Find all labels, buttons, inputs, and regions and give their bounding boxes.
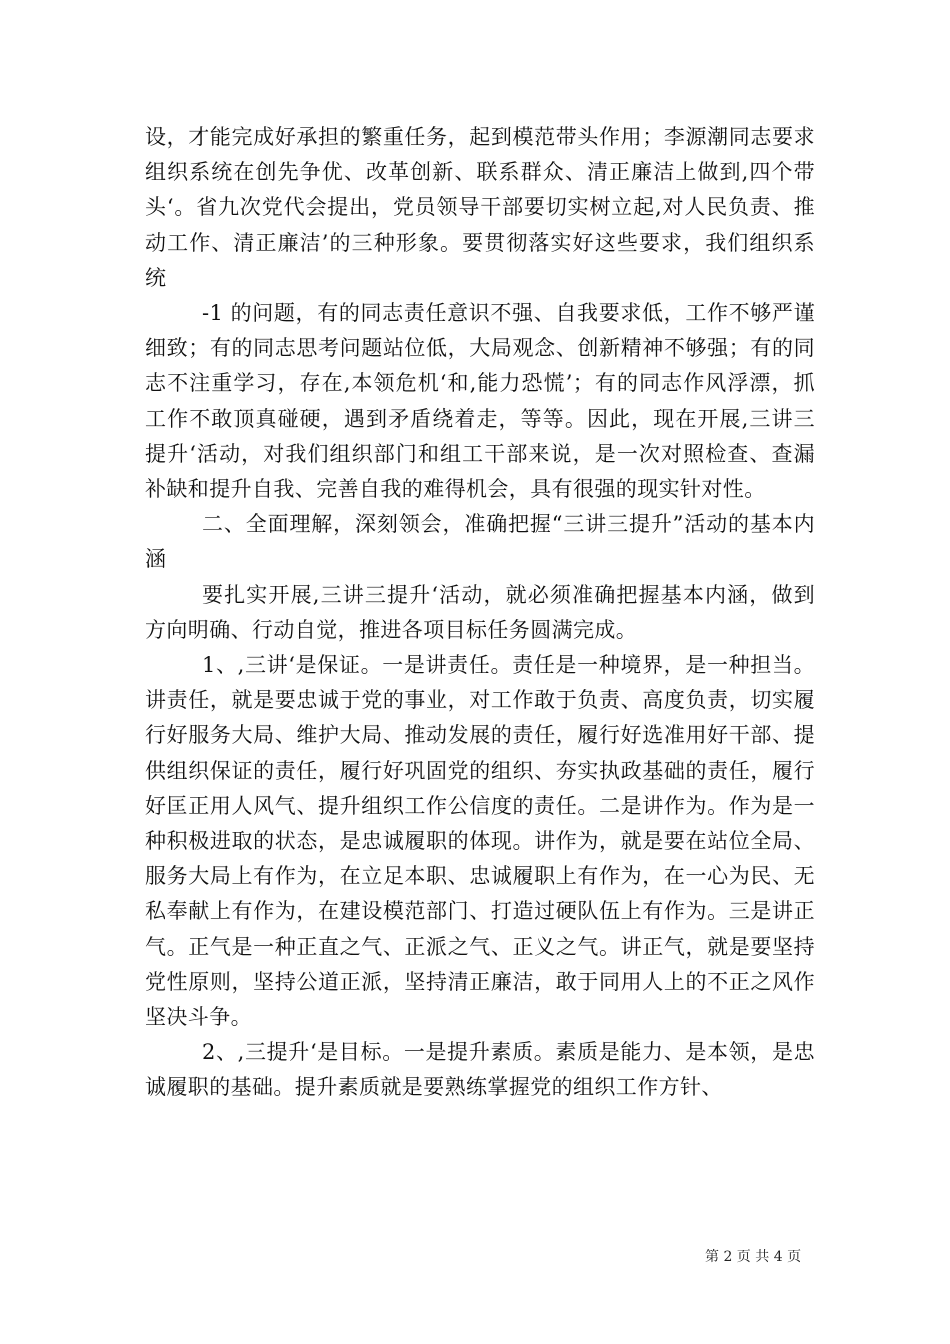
- paragraph-three-improvements: 2、,三提升‘是目标。一是提升素质。素质是能力、是本领，是忠诚履职的基础。提升素质就是要熟练掌握党的组织工作方针、: [145, 1040, 815, 1100]
- document-body: [145, 120, 815, 1106]
- paragraph-three-talks: 1、,三讲‘是保证。一是讲责任。责任是一种境界，是一种担当。讲责任，就是要忠诚于党的事业，对工作敢于负责、高度负责，切实履行好服务大局、维护大局、推动发展的责任，履行好选准用好干部、提供组织保证的责任，履行好巩固党的组织、夯实执政基础的责任，履行好匡正用人风气、提升组织工作公信度的责任。二是讲作为。作为是一种积极进取的状态，是忠诚履职的体现。讲作为，就是要在站位全局、服务大局上有作为，在立足本职、忠诚履职上有作为，在一心为民、无私奉献上有作为，在建设模范部门、打造过硬队伍上有作为。三是讲正气。正气是一种正直之气、正派之气、正义之气。讲正气，就是要坚持党性原则，坚持公道正派，坚持清正廉洁，敢于同用人上的不正之风作坚决斗争。: [145, 653, 815, 1030]
- section-heading-2: 二、全面理解，深刻领会，准确把握“三讲三提升”活动的基本内涵: [145, 512, 815, 572]
- paragraph-problems: -1 的问题，有的同志责任意识不强、自我要求低，工作不够严谨细致；有的同志思考问题站位低，大局观念、创新精神不够强；有的同志不注重学习，存在,本领危机‘和,能力恐慌’；有的同志作风浮漂，抓工作不敢顶真碰硬，遇到矛盾绕着走，等等。因此，现在开展,三讲三提升‘活动，对我们组织部门和组工干部来说，是一次对照检查、查漏补缺和提升自我、完善自我的难得机会，具有很强的现实针对性。: [145, 301, 815, 502]
- paragraph-intro: 要扎实开展,三讲三提升‘活动，就必须准确把握基本内涵，做到方向明确、行动自觉，推进各项目标任务圆满完成。: [145, 582, 815, 642]
- page-footer: 第 2 页 共 4 页: [705, 1249, 802, 1265]
- paragraph-continuation: 设，才能完成好承担的繁重任务，起到模范带头作用；李源潮同志要求组织系统在创先争优、改革创新、联系群众、清正廉洁上做到,四个带头‘。省九次党代会提出，党员领导干部要切实树立起,对人民负责、推动工作、清正廉洁’的三种形象。要贯彻落实好这些要求，我们组织系统: [145, 125, 815, 290]
